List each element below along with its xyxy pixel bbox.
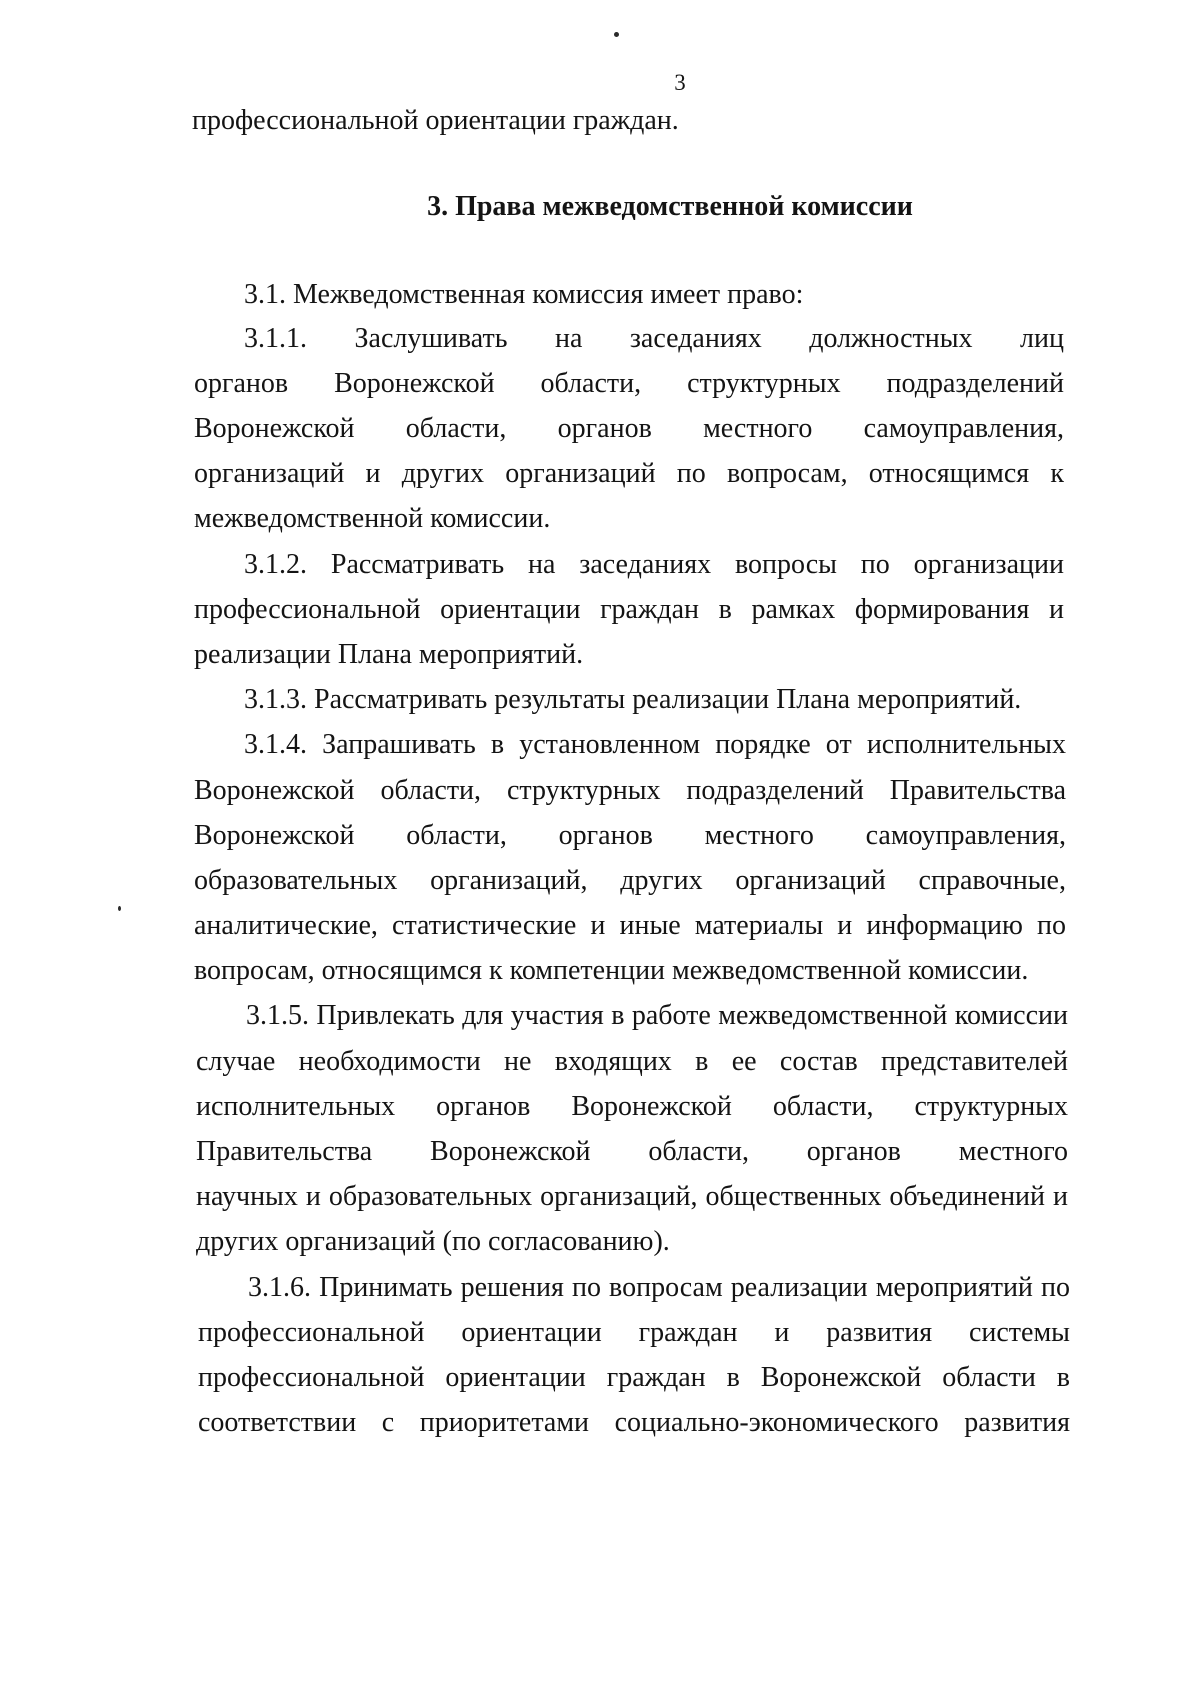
paragraph-line: профессиональной ориентации граждан и развития системы bbox=[198, 1317, 1070, 1348]
paragraph-line: соответствии с приоритетами социально-экономического развития bbox=[198, 1407, 1070, 1438]
paragraph-line: Воронежской области, органов местного самоуправления, bbox=[194, 413, 1064, 444]
section-heading: 3. Права межведомственной комиссии bbox=[427, 191, 913, 222]
paragraph-line: реализации Плана мероприятий. bbox=[194, 639, 584, 670]
paragraph-line: межведомственной комиссии. bbox=[194, 503, 551, 534]
paragraph-line: 3.1.3. Рассматривать результаты реализации Плана мероприятий. bbox=[244, 684, 1022, 715]
paragraph-line: 3.1.1. Заслушивать на заседаниях должностных лиц bbox=[244, 323, 1064, 354]
paragraph-line: научных и образовательных организаций, общественных объединений и bbox=[196, 1181, 1068, 1212]
paragraph-line: других организаций (по согласованию). bbox=[196, 1226, 670, 1257]
page-number: 3 bbox=[674, 70, 686, 95]
paragraph-line: 3.1.5. Привлекать для участия в работе межведомственной комиссии bbox=[246, 1000, 1068, 1031]
paragraph-line: вопросам, относящимся к компетенции межведомственной комиссии. bbox=[194, 955, 1029, 986]
paragraph-line: профессиональной ориентации граждан в Воронежской области в bbox=[198, 1362, 1070, 1393]
paragraph-line: профессиональной ориентации граждан в рамках формирования и bbox=[194, 594, 1064, 625]
paragraph-line: организаций и других организаций по вопросам, относящимся к bbox=[194, 458, 1064, 489]
paragraph-line: Воронежской области, органов местного самоуправления, bbox=[194, 820, 1066, 851]
paragraph-line: аналитические, статистические и иные материалы и информацию по bbox=[194, 910, 1066, 941]
paragraph-line: случае необходимости не входящих в ее состав представителей bbox=[196, 1046, 1068, 1077]
scan-speck bbox=[614, 32, 619, 37]
paragraph-line: 3.1.4. Запрашивать в установленном порядке от исполнительных bbox=[244, 729, 1066, 760]
paragraph-line: образовательных организаций, других организаций справочные, bbox=[194, 865, 1066, 896]
paragraph-line: органов Воронежской области, структурных подразделений bbox=[194, 368, 1064, 399]
scan-speck bbox=[118, 906, 121, 911]
paragraph-line: 3.1.2. Рассматривать на заседаниях вопросы по организации bbox=[244, 549, 1064, 580]
paragraph-line: Воронежской области, структурных подразделений Правительства bbox=[194, 775, 1066, 806]
intro-line: профессиональной ориентации граждан. bbox=[192, 105, 679, 136]
paragraph-line: исполнительных органов Воронежской области, структурных bbox=[196, 1091, 1068, 1122]
paragraph-line: Правительства Воронежской области, органов местного bbox=[196, 1136, 1068, 1167]
paragraph-line: 3.1. Межведомственная комиссия имеет право: bbox=[244, 279, 804, 310]
paragraph-line: 3.1.6. Принимать решения по вопросам реализации мероприятий по bbox=[248, 1272, 1070, 1303]
